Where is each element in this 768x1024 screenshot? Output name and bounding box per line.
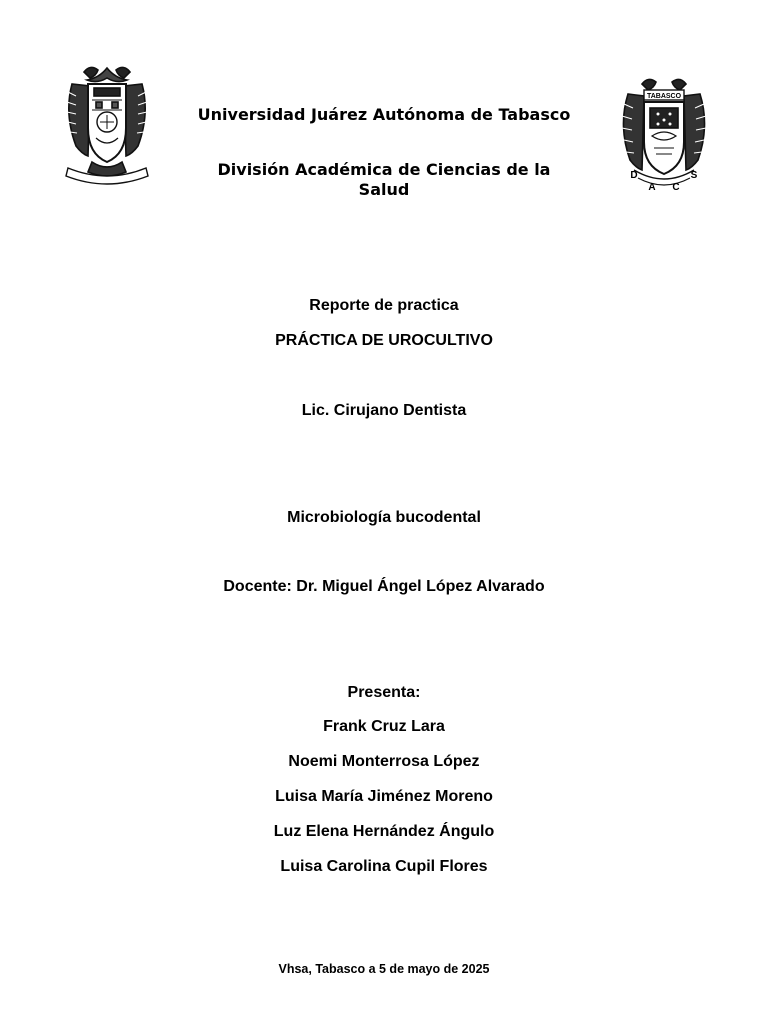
dacs-letter-s: S [690, 170, 698, 181]
ujat-eagle-crest-icon [62, 62, 152, 188]
report-type: Reporte de practica [309, 297, 459, 314]
dacs-letter-c: C [672, 182, 680, 193]
division-name: División Académica de Ciencias de la Salud [217, 160, 551, 199]
dacs-crest-icon [612, 74, 716, 198]
course-name: Microbiología bucodental [287, 509, 481, 526]
report-title: PRÁCTICA DE UROCULTIVO [275, 332, 493, 349]
author-name: Luisa Carolina Cupil Flores [280, 858, 488, 875]
teacher-name: Docente: Dr. Miguel Ángel López Alvarado [223, 578, 545, 595]
place-date: Vhsa, Tabasco a 5 de mayo de 2025 [278, 962, 490, 976]
ujat-logo [62, 62, 152, 188]
dacs-letter-d: D [630, 170, 638, 181]
dacs-banner-text: TABASCO [646, 93, 682, 100]
dacs-letter-a: A [648, 182, 656, 193]
author-name: Frank Cruz Lara [323, 718, 445, 735]
university-name: Universidad Juárez Autónoma de Tabasco [197, 105, 571, 124]
authors-heading: Presenta: [347, 684, 421, 701]
author-name: Noemi Monterrosa López [288, 753, 480, 770]
dacs-logo [612, 74, 716, 198]
author-name: Luisa María Jiménez Moreno [275, 788, 493, 805]
program-name: Lic. Cirujano Dentista [301, 402, 467, 419]
author-name: Luz Elena Hernández Ángulo [273, 823, 495, 840]
